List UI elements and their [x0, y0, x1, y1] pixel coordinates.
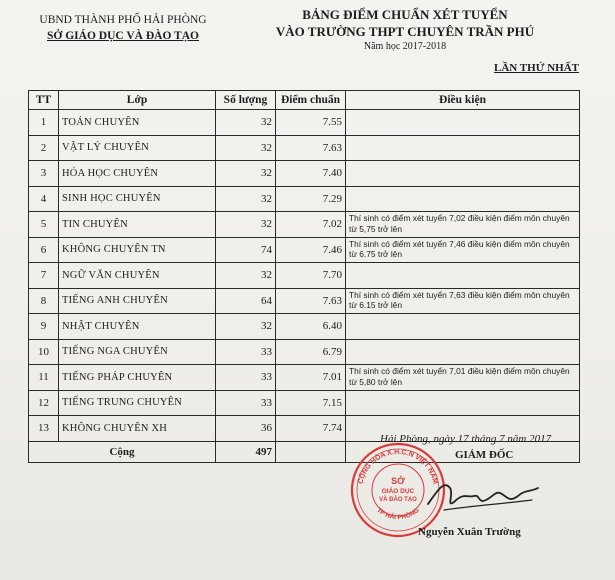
table-row	[29, 339, 580, 365]
table-row	[29, 390, 580, 416]
svg-text:GIÁO DỤC: GIÁO DỤC	[381, 488, 415, 495]
cell-condition: Thí sinh có điểm xét tuyển 7,46 điều kiện điểm môn chuyên từ 6.75 trở lên	[346, 237, 580, 263]
cell-quantity: 74	[216, 237, 276, 263]
place-date: Hải Phòng, ngày 17 tháng 7 năm 2017	[380, 433, 552, 445]
cell-class: NGỮ VĂN CHUYÊN	[59, 263, 216, 289]
cell-class: HÓA HỌC CHUYÊN	[59, 161, 216, 187]
cell-score: 7.70	[276, 263, 346, 289]
table-header-row	[29, 91, 580, 110]
cell-tt: 6	[29, 237, 59, 263]
cell-score: 7.40	[276, 161, 346, 187]
table-row	[29, 288, 580, 314]
cell-quantity: 32	[216, 161, 276, 187]
cell-class: VẬT LÝ CHUYÊN	[59, 135, 216, 161]
cell-tt: 8	[29, 288, 59, 314]
cell-score: 7.55	[276, 110, 346, 136]
cell-quantity: 32	[216, 110, 276, 136]
svg-text:VÀ ĐÀO TẠO: VÀ ĐÀO TẠO	[379, 497, 417, 503]
cell-condition: Thí sinh có điểm xét tuyển 7,02 điều kiện điểm môn chuyên từ 5,75 trở lên	[346, 212, 580, 238]
cell-tt: 3	[29, 161, 59, 187]
cell-quantity: 32	[216, 212, 276, 238]
cell-tt: 5	[29, 212, 59, 238]
director-title: GIÁM ĐỐC	[455, 449, 514, 461]
cell-class: NHẬT CHUYÊN	[59, 314, 216, 340]
cell-class: TIẾNG TRUNG CHUYÊN	[59, 390, 216, 416]
cell-condition	[346, 263, 580, 289]
cell-quantity: 33	[216, 339, 276, 365]
school-year: Năm học 2017-2018	[363, 41, 447, 52]
table-row	[29, 161, 580, 187]
cell-score: 6.40	[276, 314, 346, 340]
table-row	[29, 212, 580, 238]
header-tt: TT	[29, 91, 59, 110]
cell-score: 7.46	[276, 237, 346, 263]
cell-quantity: 36	[216, 416, 276, 442]
cell-class: TIẾNG NGA CHUYÊN	[59, 339, 216, 365]
total-score-cell	[276, 441, 346, 462]
cell-tt: 7	[29, 263, 59, 289]
svg-text:TP HẢI PHÒNG: TP HẢI PHÒNG	[375, 506, 421, 522]
cell-score: 7.74	[276, 416, 346, 442]
table-row	[29, 237, 580, 263]
cell-tt: 1	[29, 110, 59, 136]
table-row	[29, 365, 580, 391]
cell-class: TOÁN CHUYÊN	[59, 110, 216, 136]
cell-class: KHÔNG CHUYÊN TN	[59, 237, 216, 263]
cell-class: TIN CHUYÊN	[59, 212, 216, 238]
svg-text:CỘNG HÒA X.H.C.N VIỆT NAM: CỘNG HÒA X.H.C.N VIỆT NAM	[357, 448, 439, 485]
header-score: Điểm chuẩn	[276, 91, 346, 110]
issuing-authority	[28, 12, 218, 44]
cell-score: 7.63	[276, 135, 346, 161]
cell-score: 7.01	[276, 365, 346, 391]
cell-condition	[346, 161, 580, 187]
cell-class: TIẾNG PHÁP CHUYÊN	[59, 365, 216, 391]
round-label: LẦN THỨ NHẤT	[494, 62, 579, 74]
cell-score: 6.79	[276, 339, 346, 365]
table-row	[29, 110, 580, 136]
cell-class: SINH HỌC CHUYÊN	[59, 186, 216, 212]
cell-quantity: 33	[216, 365, 276, 391]
cell-tt: 2	[29, 135, 59, 161]
cell-condition	[346, 314, 580, 340]
signature-image	[420, 470, 550, 520]
svg-text:SỞ: SỞ	[391, 476, 405, 486]
signer-name: Nguyễn Xuân Trường	[418, 526, 521, 538]
cell-condition	[346, 339, 580, 365]
table-row	[29, 135, 580, 161]
title-line-1: BẢNG ĐIỂM CHUẨN XÉT TUYỂN	[302, 7, 508, 22]
cell-tt: 4	[29, 186, 59, 212]
cell-condition: Thí sinh có điểm xét tuyển 7,63 điều kiện điểm môn chuyên từ 6.15 trở lên	[346, 288, 580, 314]
total-quantity: 497	[216, 441, 276, 462]
cell-tt: 11	[29, 365, 59, 391]
cell-quantity: 32	[216, 314, 276, 340]
cell-quantity: 64	[216, 288, 276, 314]
cell-score: 7.63	[276, 288, 346, 314]
cell-condition	[346, 110, 580, 136]
org-line-1: UBND THÀNH PHỐ HẢI PHÒNG	[39, 14, 207, 26]
header-quantity: Số lượng	[216, 91, 276, 110]
cell-class: TIẾNG ANH CHUYÊN	[59, 288, 216, 314]
cell-condition	[346, 390, 580, 416]
cell-quantity: 32	[216, 263, 276, 289]
cell-score: 7.15	[276, 390, 346, 416]
cell-condition: Thí sinh có điểm xét tuyển 7,01 điều kiện điểm môn chuyên từ 5,80 trở lên	[346, 365, 580, 391]
cell-tt: 9	[29, 314, 59, 340]
table-row	[29, 314, 580, 340]
header-class: Lớp	[59, 91, 216, 110]
cell-score: 7.29	[276, 186, 346, 212]
cell-class: KHÔNG CHUYÊN XH	[59, 416, 216, 442]
cell-tt: 12	[29, 390, 59, 416]
table-row	[29, 263, 580, 289]
cell-condition	[346, 186, 580, 212]
document-title	[240, 6, 570, 54]
cell-quantity: 32	[216, 135, 276, 161]
cell-tt: 13	[29, 416, 59, 442]
header-condition: Điều kiện	[346, 91, 580, 110]
cell-quantity: 32	[216, 186, 276, 212]
cell-score: 7.02	[276, 212, 346, 238]
cell-tt: 10	[29, 339, 59, 365]
scores-table	[28, 90, 580, 463]
cell-condition	[346, 135, 580, 161]
total-label: Cộng	[29, 441, 216, 462]
title-line-2: VÀO TRƯỜNG THPT CHUYÊN TRẦN PHÚ	[275, 24, 535, 39]
org-line-2: SỞ GIÁO DỤC VÀ ĐÀO TẠO	[47, 30, 199, 42]
cell-quantity: 33	[216, 390, 276, 416]
table-row	[29, 186, 580, 212]
